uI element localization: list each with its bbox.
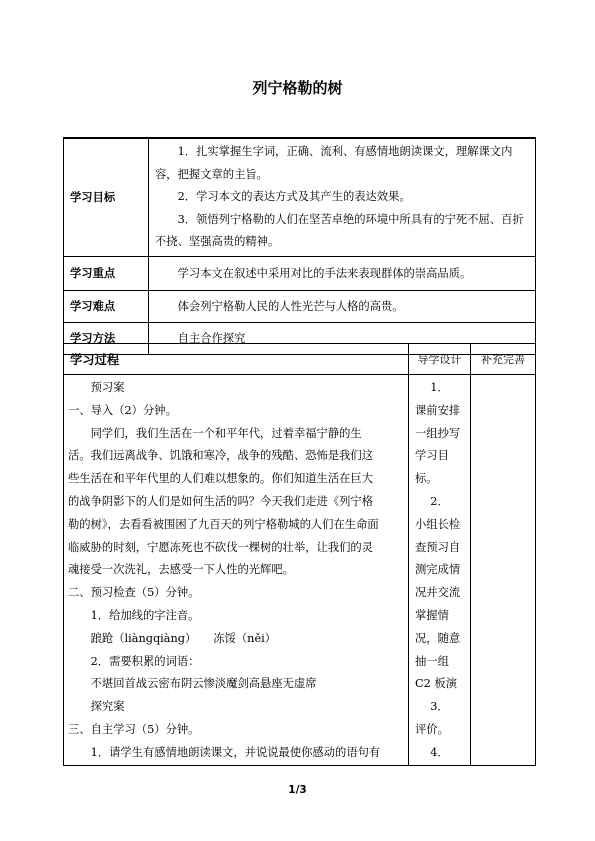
guide-line: 3． (430, 700, 449, 714)
process-line: 同学们，我们生活在一个和平年代，过着幸福宁静的生 (90, 426, 362, 440)
process-header-row (64, 344, 536, 375)
guide-content (409, 375, 471, 766)
process-label: 学习过程 (64, 344, 409, 375)
process-line: 活。我们远离战争、饥饿和寒冷，战争的残酷、恐怖是我们这 (68, 449, 374, 463)
process-line: 一、导入（2）分钟。 (68, 403, 177, 417)
process-line: 些生活在和平年代里的人们难以想象的。你们知道生活在巨大 (68, 472, 374, 486)
page-title: 列宁格勒的树 (252, 79, 343, 97)
page-number: 1/3 (288, 784, 307, 796)
guide-column-header: 导学设计 (409, 344, 471, 375)
process-line: 临威胁的时刻，宁愿冻死也不砍伐一棵树的壮举，让我们的灵 (68, 540, 374, 554)
guide-line: 4． (430, 745, 449, 759)
goal-item-3: 3．领悟列宁格勒的人们在坚苦卓绝的环境中所具有的宁死不屈、百折不挠、坚强高贵的精神。 (155, 212, 524, 248)
difficulty-content: 体会列宁格勒人民的人性光芒与人格的高贵。 (149, 290, 536, 322)
process-line: 魂接受一次洗礼，去感受一下人性的光辉吧。 (68, 563, 294, 577)
guide-line: 况，随意 (415, 631, 461, 645)
difficulty-row (64, 290, 536, 322)
process-line: 1．请学生有感情地朗读课文，并说说最使你感动的语句有 (90, 745, 381, 759)
process-body-row (64, 375, 536, 766)
process-line: 探究案 (90, 700, 125, 714)
process-line: 2．需要积累的词语： (90, 654, 200, 668)
guide-line: 查预习自 (415, 540, 461, 554)
process-table (63, 343, 536, 766)
process-line: 预习案 (90, 381, 125, 394)
guide-line: 小组长检 (415, 517, 461, 531)
process-line: 1．给加线的字注音。 (90, 608, 200, 622)
process-content (64, 375, 409, 766)
goals-label: 学习目标 (64, 138, 149, 256)
guide-line: 学习目 (415, 449, 449, 463)
goal-item-1: 1．扎实掌握生字词，正确、流利、有感情地朗读课文，理解课文内容，把握文章的主旨。 (155, 145, 513, 181)
process-line: 的战争阴影下的人们是如何生活的吗？今天我们走进《列宁格 (68, 494, 374, 508)
process-line: 二、预习检查（5）分钟。 (68, 586, 200, 600)
guide-line: 一组抄写 (415, 426, 461, 440)
guide-line: 况并交流 (415, 586, 461, 600)
method-label: 学习方法 (64, 322, 149, 354)
goals-row (64, 138, 536, 256)
difficulty-label: 学习难点 (64, 290, 149, 322)
process-line: 不堪回首战云密布阴云惨淡魔剑高悬座无虚席 (90, 677, 317, 691)
info-table (63, 137, 536, 355)
supplement-content (471, 375, 536, 766)
guide-line: 课前安排 (415, 403, 461, 417)
guide-line: 抽一组 (415, 654, 449, 668)
guide-line: 掌握情 (415, 608, 449, 622)
guide-line: 1． (430, 381, 449, 394)
process-line: 三、自主学习（5）分钟。 (68, 722, 200, 736)
goal-item-2: 2．学习本文的表达方式及其产生的表达效果。 (177, 190, 411, 203)
key-label: 学习重点 (64, 256, 149, 290)
process-line: 勒的树》，去看看被围困了九百天的列宁格勒城的人们在生命面 (68, 517, 379, 531)
guide-line: 评价。 (415, 722, 449, 736)
method-content: 自主合作探究 (149, 322, 536, 354)
goals-content (149, 138, 536, 256)
guide-line: C2 板演 (415, 677, 458, 691)
guide-line: 2． (430, 494, 449, 508)
process-line: 踉跄（liàngqiàng） 冻馁（něi） (90, 631, 277, 645)
guide-line: 测完成情 (415, 563, 461, 577)
key-content: 学习本文在叙述中采用对比的手法来表现群体的崇高品质。 (149, 256, 536, 290)
supplement-column-header: 补充完善 (471, 344, 536, 375)
guide-line: 标。 (415, 472, 438, 486)
key-row (64, 256, 536, 290)
